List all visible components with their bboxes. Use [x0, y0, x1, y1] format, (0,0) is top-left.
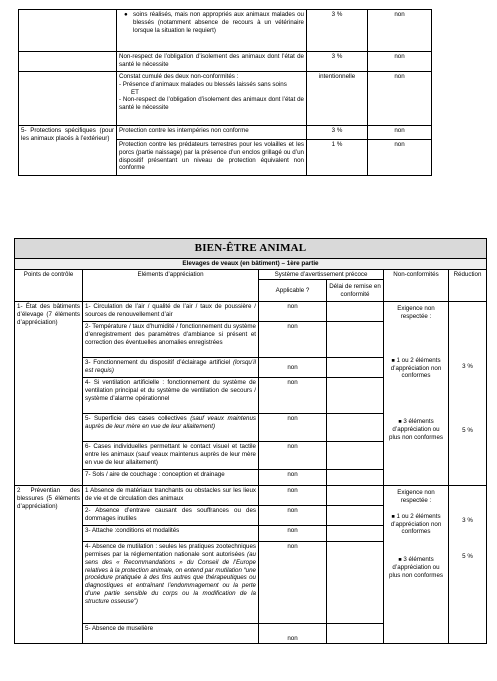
nc-cell: non	[368, 52, 432, 72]
delai-cell	[327, 486, 384, 506]
delai-cell	[327, 302, 384, 322]
point-cell: 1- État des bâtiments d’élevage (7 éléments d’appréciation)	[15, 302, 83, 486]
reduction-cell: intentionnelle	[307, 72, 368, 126]
bien-etre-table	[14, 238, 487, 644]
reduction-cell: 3 %	[307, 52, 368, 72]
header-applicable: Applicable ?	[259, 280, 327, 302]
table-title: BIEN-ÊTRE ANIMAL	[15, 239, 487, 259]
nc-cell: non	[368, 10, 432, 52]
element-cell: 4- Si ventilation artificielle : fonctionnement du système de ventilation principal et du système de ventilation de secours / système d’alarme opérationnel	[83, 378, 259, 414]
nc-cell: non	[368, 126, 432, 140]
item-cell: Protection contre les intempéries non conforme	[117, 126, 307, 140]
table-row	[15, 302, 487, 322]
header-delai: Délai de remise en conformité	[327, 280, 384, 302]
applicable-cell: non	[259, 624, 327, 644]
point-cell: 5- Protections spécifiques (pour les animaux placés à l’extérieur)	[19, 126, 117, 176]
point-cell: 2 Préventian des blessures (5 éléments d’appréciation)	[15, 486, 83, 644]
table-subtitle: Elevages de veaux (en bâtiment) – 1ère partie	[15, 258, 487, 269]
nc-cell: non	[368, 140, 432, 176]
delai-cell	[327, 358, 384, 378]
item-cell: ● soins réalisés, mais non appropriés aux animaux malades ou blessés (notamment absence de recours à un vétérinaire lorsque la situation le requiert)	[117, 10, 307, 52]
bullet-icon: ●	[124, 11, 128, 18]
reduction-cell: 3 % 5 %	[449, 302, 487, 486]
applicable-cell: non	[259, 526, 327, 542]
delai-cell	[327, 414, 384, 442]
applicable-cell: non	[259, 506, 327, 526]
table-row	[19, 72, 432, 126]
element-cell: 1 Absence de matériaux tranchants ou obstacles sur les lieux de vie et de circulation des animaux	[83, 486, 259, 506]
item-cell: Non-respect de l’obligation d’isolement des animaux dont l’état de santé le nécessite	[117, 52, 307, 72]
point-cell	[19, 72, 117, 126]
delai-cell	[327, 506, 384, 526]
reduction-cell: 3 %	[307, 10, 368, 52]
nc-cell: Exigence non respectée : ■ 1 ou 2 éléments d’appréciation non conformes ■ 3 éléments d’appréciation ou plus non conformes	[384, 486, 449, 644]
header-points: Points de contrôle	[15, 269, 83, 302]
item-cell: Protection contre les prédateurs terrestres pour les volailles et les porcs (partie naissage) par la présence d’un enclos grillagé ou d’un dispositif présentant un niveau de protection équivalent non conforme	[117, 140, 307, 176]
delai-cell	[327, 526, 384, 542]
element-cell: 6- Cases individuelles permettant le contact visuel et tactile entre les animaux (sauf veaux maintenus auprès de leur mère en vue de leur allaitement)	[83, 442, 259, 470]
square-bullet-icon: ■	[391, 513, 395, 520]
applicable-cell: non	[259, 322, 327, 358]
element-cell: 1- Circulation de l’air / qualité de l’air / taux de poussière / sources de renouvellement d’air	[83, 302, 259, 322]
table-row	[15, 486, 487, 506]
element-cell: 2- Température / taux d’humidité / fonctionnement du système d’enregistrement des paramètres d’ambiance si présent et correction des éventuelles anomalies enregistrées	[83, 322, 259, 358]
element-cell: 7- Sols / aire de couchage : conception et drainage	[83, 470, 259, 486]
table-row	[19, 10, 432, 52]
table-row	[19, 52, 432, 72]
square-bullet-icon: ■	[398, 419, 402, 426]
delai-cell	[327, 442, 384, 470]
delai-cell	[327, 378, 384, 414]
delai-cell	[327, 322, 384, 358]
continuation-table	[18, 9, 432, 176]
header-nonconf: Non-conformités	[384, 269, 449, 302]
square-bullet-icon: ■	[391, 357, 395, 364]
square-bullet-icon: ■	[398, 557, 402, 564]
element-cell: 2- Absence d’entrave causant des souffrances ou des dommages inutiles	[83, 506, 259, 526]
delai-cell	[327, 470, 384, 486]
reduction-cell: 3 %	[307, 126, 368, 140]
header-reduction: Réduction	[449, 269, 487, 302]
delai-cell	[327, 542, 384, 624]
applicable-cell: non	[259, 486, 327, 506]
header-systeme: Système d’avertissement précoce	[259, 269, 384, 280]
applicable-cell: non	[259, 302, 327, 322]
applicable-cell: non	[259, 378, 327, 414]
header-elements: Eléments d’appréciation	[83, 269, 259, 302]
applicable-cell: non	[259, 542, 327, 624]
reduction-cell: 3 % 5 %	[449, 486, 487, 644]
delai-cell	[327, 624, 384, 644]
element-cell: 5- Superficie des cases collectives (sauf veaux maintenus auprès de leur mère en vue de leur allaitement)	[83, 414, 259, 442]
applicable-cell: non	[259, 442, 327, 470]
element-cell: 3- Fonctionnement du dispositif d’éclairage artificiel (lorsqu’il est requis)	[83, 358, 259, 378]
point-cell	[19, 52, 117, 72]
point-cell	[19, 10, 117, 52]
item-cell: Constat cumulé des deux non-conformités : - Présence d’animaux malades ou blessés laissés sans soins ET - Non-respect de l’obligation d’isolement des animaux dont l’état de santé le nécessite	[117, 72, 307, 126]
table-row	[19, 126, 432, 140]
element-cell: 4- Absence de mutilation : seules les pratiques zootechniques permises par la réglementation nationale sont autorisées (au sens des « Recommandations » du Conseil de l’Europe relatives à la protection animale, on entend par mutilation “une procédure pratiquée à des fins autres que thérapeutiques ou diagnostiques et entraînant l’endommagement ou la perte d’une partie sensible du corps ou la modification de la structure osseuse”)	[83, 542, 259, 624]
applicable-cell: non	[259, 470, 327, 486]
nc-cell: non	[368, 72, 432, 126]
element-cell: 3- Attache :conditions et modalités	[83, 526, 259, 542]
applicable-cell: non	[259, 414, 327, 442]
element-cell: 5- Absence de muselière	[83, 624, 259, 644]
nc-cell: Exigence non respectée : ■ 1 ou 2 éléments d’appréciation non conformes ■ 3 éléments d’appréciation ou plus non conformes	[384, 302, 449, 486]
applicable-cell: non	[259, 358, 327, 378]
reduction-cell: 1 %	[307, 140, 368, 176]
